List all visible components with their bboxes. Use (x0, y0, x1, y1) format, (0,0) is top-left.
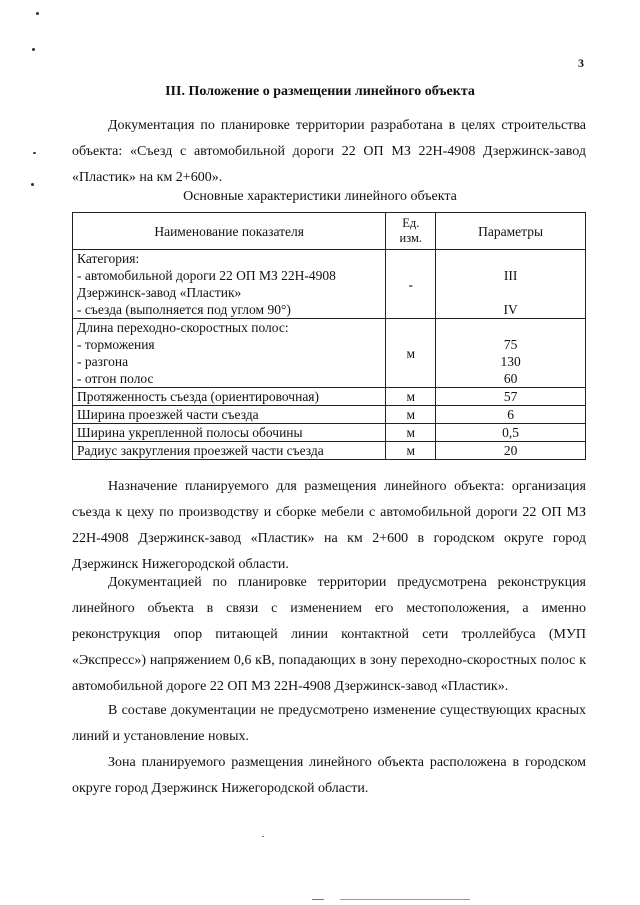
table-header-row (73, 213, 586, 250)
table-row-lanes (73, 319, 586, 388)
param-taper: 60 (503, 371, 518, 386)
purpose-paragraph: Назначение планируемого для размещения линейного объекта: организация съезда к цеху по производству и сборке мебели с автомобильной дороги 22 ОП МЗ 22Н-4908 Дзержинск-завод «Пластик» на км 2+600 в городском округе город Дзержинск Нижегородской области. (72, 479, 586, 572)
lanes-name-cell (73, 319, 386, 388)
table-row-category (73, 250, 586, 319)
category-unit: - (386, 250, 436, 319)
intro-paragraph: Документация по планировке территории разработана в целях строительства объекта: «Съезд с автомобильной дороги 22 ОП МЗ 22Н-4908 Дзержинск-завод «Пластик» на км 2+600». (72, 118, 586, 185)
table-caption: Основные характеристики линейного объекта (183, 189, 457, 204)
param-accel: 130 (500, 354, 521, 369)
row-unit: м (386, 406, 436, 424)
zone-paragraph: Зона планируемого размещения линейного объекта расположена в городском округе город Дзержинск Нижегородской области. (72, 755, 586, 796)
category-params-cell (436, 250, 586, 319)
category-line: Категория: (77, 251, 140, 266)
param-braking: 75 (503, 337, 518, 352)
table-row (73, 442, 586, 460)
scan-dot (32, 48, 35, 51)
scan-dot (33, 152, 36, 154)
row-value: 57 (436, 388, 586, 406)
scan-dot (31, 183, 34, 186)
lanes-unit: м (386, 319, 436, 388)
table-row (73, 406, 586, 424)
row-value: 6 (436, 406, 586, 424)
table-row (73, 424, 586, 442)
category-line: Дзержинск-завод «Пластик» (77, 285, 242, 300)
param-exit-category: IV (503, 302, 518, 317)
category-line: - съезда (выполняется под углом 90°) (77, 302, 291, 317)
reconstruction-paragraph: Документацией по планировке территории предусмотрена реконструкция линейного объекта в связи с изменением его местоположения, а именно реконструкция опор питающей линии контактной сети троллейбуса (МУП «Экспресс») напряжением 0,6 кВ, попадающих в зону переходно-скоростных полос к автомобильной дороге 22 ОП МЗ 22Н-4908 Дзержинск-завод «Пластик». (72, 575, 586, 694)
lanes-line: - торможения (77, 337, 155, 352)
scan-mark (340, 899, 470, 900)
row-name: Протяженность съезда (ориентировочная) (73, 388, 386, 406)
row-name: Ширина укрепленной полосы обочины (73, 424, 386, 442)
lanes-line: - разгона (77, 354, 129, 369)
header-name: Наименование показателя (73, 213, 386, 250)
scan-mark (312, 899, 324, 900)
scan-mark (262, 836, 264, 837)
table-row (73, 388, 586, 406)
section-title: III. Положение о размещении линейного объекта (165, 84, 475, 99)
category-name-cell (73, 250, 386, 319)
lanes-line: - отгон полос (77, 371, 154, 386)
row-name: Радиус закругления проезжей части съезда (73, 442, 386, 460)
scan-dot (36, 12, 39, 15)
lanes-line: Длина переходно-скоростных полос: (77, 320, 289, 335)
row-unit: м (386, 442, 436, 460)
row-unit: м (386, 424, 436, 442)
param-road-category: III (503, 268, 518, 283)
row-value: 20 (436, 442, 586, 460)
lanes-params-cell (436, 319, 586, 388)
header-params: Параметры (436, 213, 586, 250)
characteristics-table (72, 212, 586, 460)
category-line: - автомобильной дороги 22 ОП МЗ 22Н-4908 (77, 268, 336, 283)
row-value: 0,5 (436, 424, 586, 442)
page-number: 3 (578, 56, 584, 70)
header-unit: Ед. изм. (386, 213, 436, 250)
row-name: Ширина проезжей части съезда (73, 406, 386, 424)
red-lines-paragraph: В составе документации не предусмотрено изменение существующих красных линий и установление новых. (72, 703, 586, 744)
row-unit: м (386, 388, 436, 406)
